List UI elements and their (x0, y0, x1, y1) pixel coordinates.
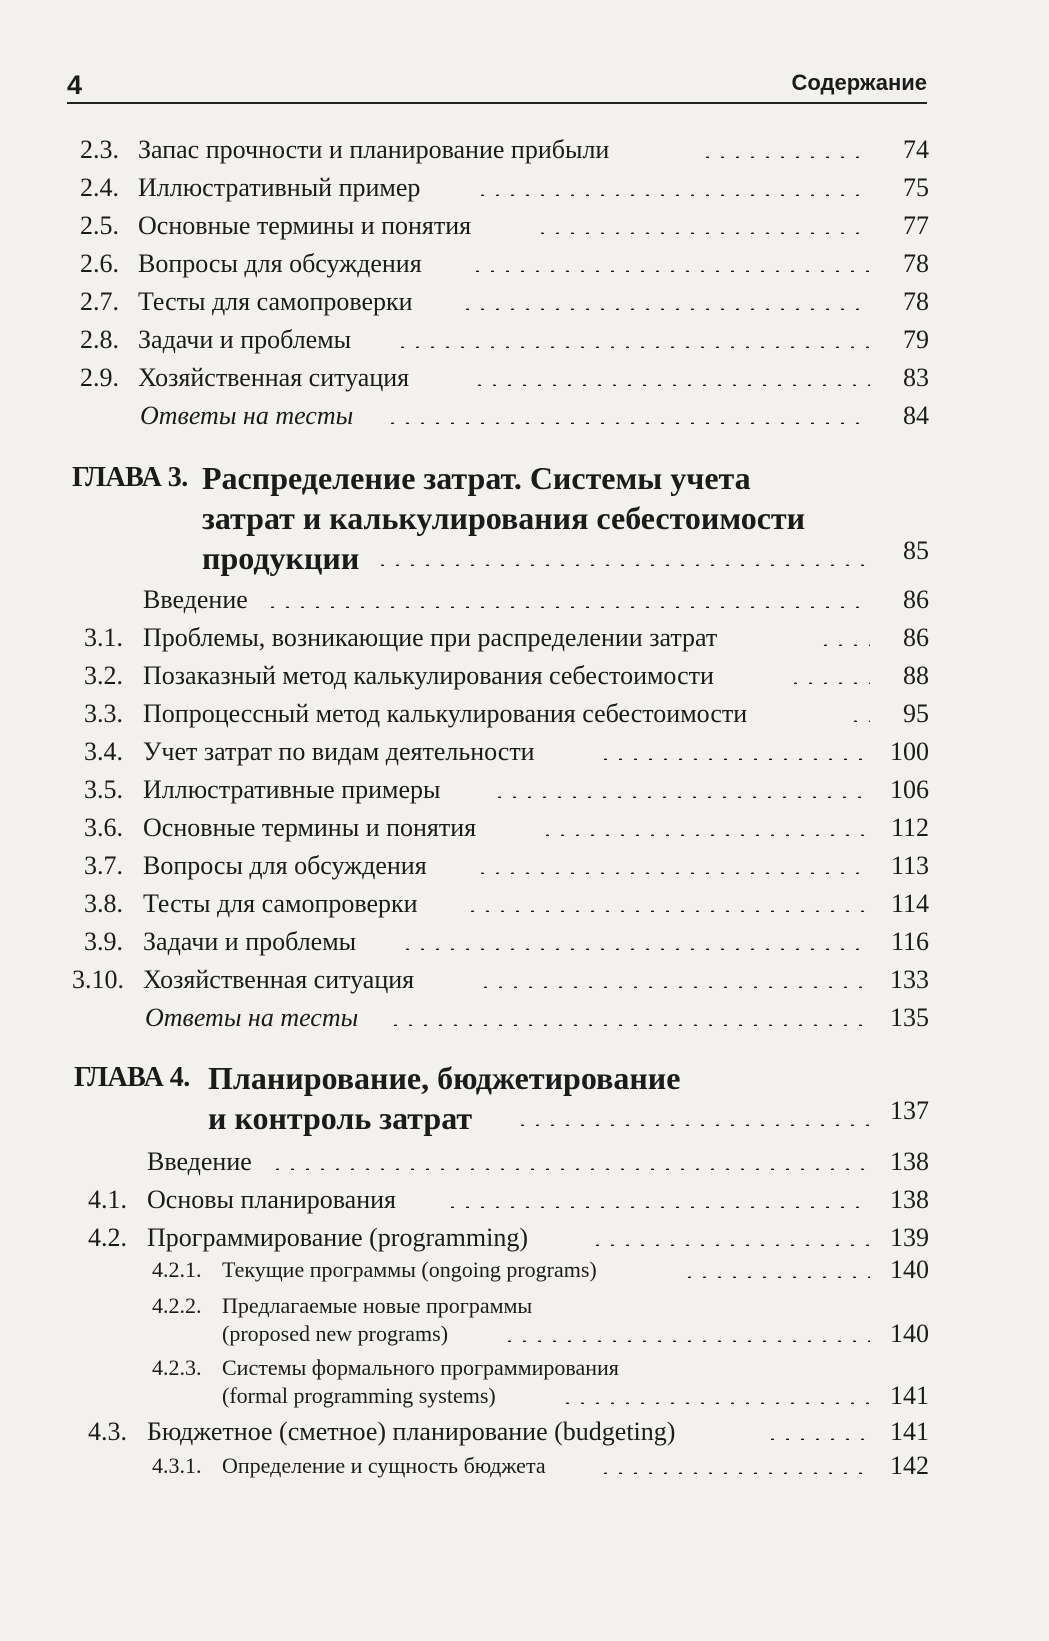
toc-entry-2-3[interactable] (0, 132, 1049, 168)
entry-page: 114 (890, 889, 929, 918)
entry-page: 74 (903, 135, 929, 164)
entry-page: 140 (890, 1255, 929, 1284)
entry-number: 3.8. (84, 889, 123, 918)
dot-leader (492, 796, 870, 798)
entry-page: 83 (903, 363, 929, 392)
entry-number: 3.1. (84, 623, 123, 652)
chapter-title-line-1: Планирование, бюджетирование (208, 1060, 681, 1096)
entry-title: Ответы на тесты (140, 401, 354, 430)
entry-page: 116 (890, 927, 929, 956)
entry-page: 139 (890, 1223, 929, 1252)
toc-entry-3-1[interactable] (0, 620, 1049, 656)
entry-page: 138 (890, 1185, 929, 1214)
toc-entry-4-1[interactable] (0, 1182, 1049, 1218)
entry-number: 3.2. (84, 661, 123, 690)
entry-page: 88 (903, 661, 929, 690)
entry-number: 4.1. (88, 1185, 127, 1214)
entry-title: Хозяйственная ситуация (143, 965, 415, 994)
toc-entry-4-2-1[interactable] (0, 1252, 1049, 1288)
entry-title: Запас прочности и планирование прибыли (138, 135, 610, 164)
entry-number: 2.5. (80, 211, 119, 240)
entry-page: 84 (903, 401, 929, 430)
entry-title: Хозяйственная ситуация (138, 363, 410, 392)
toc-entry-3-2[interactable] (0, 658, 1049, 694)
dot-leader (460, 308, 870, 310)
toc-entry-3-10[interactable] (0, 962, 1049, 998)
page-number: 4 (67, 70, 83, 100)
entry-title: Вопросы для обсуждения (138, 249, 422, 278)
toc-entry-3-4[interactable] (0, 734, 1049, 770)
chapter-title-line-2: и контроль затрат (208, 1100, 473, 1136)
entry-title: Попроцессный метод калькулирования себестоимости (143, 699, 748, 728)
dot-leader (788, 682, 870, 684)
entry-page: 141 (890, 1381, 929, 1410)
dot-leader (535, 232, 870, 234)
dot-leader (540, 834, 870, 836)
chapter-title-line-3: продукции (202, 540, 360, 576)
entry-number: 3.9. (84, 927, 123, 956)
entry-number: 3.5. (84, 775, 123, 804)
entry-title: Основные термины и понятия (138, 211, 472, 240)
entry-page: 142 (890, 1451, 929, 1480)
entry-number: 4.2.1. (152, 1257, 202, 1282)
entry-number: 3.10. (72, 965, 124, 994)
chapter-label: ГЛАВА 4. (74, 1062, 190, 1093)
entry-page: 106 (890, 775, 929, 804)
toc-entry-4-3-1[interactable] (0, 1448, 1049, 1484)
dot-leader (472, 384, 870, 386)
entry-page: 135 (890, 1003, 929, 1032)
entry-title: Программирование (programming) (147, 1223, 528, 1252)
entry-title: Ответы на тесты (145, 1003, 359, 1032)
toc-entry-intro-3[interactable] (0, 582, 1049, 618)
dot-leader (590, 1244, 870, 1246)
dot-leader (598, 1472, 870, 1474)
toc-entry-4-3[interactable] (0, 1414, 1049, 1450)
toc-entry-2-5[interactable] (0, 208, 1049, 244)
chapter-title-line-1: Распределение затрат. Системы учета (202, 460, 751, 496)
dot-leader (395, 346, 870, 348)
entry-title: Определение и сущность бюджета (222, 1453, 546, 1478)
entry-number: 4.2. (88, 1223, 127, 1252)
entry-number: 4.3.1. (152, 1453, 202, 1478)
dot-leader (265, 606, 870, 608)
entry-title: Иллюстративный пример (138, 173, 421, 202)
entry-page: 78 (903, 249, 929, 278)
entry-page: 138 (890, 1147, 929, 1176)
entry-title-cont: (proposed new programs) (222, 1321, 449, 1346)
entry-title: Иллюстративные примеры (143, 775, 441, 804)
page-header (67, 66, 927, 104)
dot-leader (478, 986, 870, 988)
dot-leader (470, 270, 870, 272)
entry-title: Вопросы для обсуждения (143, 851, 427, 880)
entry-number: 2.8. (80, 325, 119, 354)
dot-leader (848, 720, 870, 722)
entry-title: Задачи и проблемы (138, 325, 352, 354)
entry-number: 3.6. (84, 813, 123, 842)
entry-number: 3.4. (84, 737, 123, 766)
toc-entry-4-2-2-cont[interactable] (0, 1316, 1049, 1352)
dot-leader (502, 1340, 870, 1342)
chapter-page: 85 (903, 536, 929, 565)
entry-title: Бюджетное (сметное) планирование (budgeting) (147, 1417, 676, 1446)
toc-entry-3-3[interactable] (0, 696, 1049, 732)
toc-entry-4-2[interactable] (0, 1220, 1049, 1256)
entry-title: Проблемы, возникающие при распределении затрат (143, 623, 718, 652)
entry-number: 2.4. (80, 173, 119, 202)
chapter-page: 137 (890, 1096, 929, 1125)
entry-page: 112 (890, 813, 929, 842)
chapter-title-line-2: затрат и калькулирования себестоимости (202, 500, 806, 536)
toc-entry-3-6[interactable] (0, 810, 1049, 846)
entry-title: Текущие программы (ongoing programs) (222, 1257, 597, 1282)
entry-title: Основы планирования (147, 1185, 396, 1214)
entry-page: 86 (903, 623, 929, 652)
entry-page: 113 (890, 851, 929, 880)
dot-leader (475, 194, 870, 196)
entry-title: Тесты для самопроверки (138, 287, 413, 316)
chapter-3-heading[interactable] (0, 458, 1049, 578)
entry-page: 77 (903, 211, 929, 240)
toc-entry-3-8[interactable] (0, 886, 1049, 922)
entry-page: 79 (903, 325, 929, 354)
dot-leader (400, 948, 870, 950)
entry-page: 78 (903, 287, 929, 316)
dot-leader (385, 422, 870, 424)
toc-entry-2-4[interactable] (0, 170, 1049, 206)
entry-number: 2.9. (80, 363, 119, 392)
chapter-label: ГЛАВА 3. (72, 462, 188, 493)
toc-entry-answers-2[interactable] (0, 398, 1049, 434)
entry-page: 86 (903, 585, 929, 614)
entry-title: Тесты для самопроверки (143, 889, 418, 918)
toc-entry-3-5[interactable] (0, 772, 1049, 808)
entry-page: 75 (903, 173, 929, 202)
dot-leader (465, 910, 870, 912)
dot-leader (375, 564, 870, 566)
toc-entry-intro-4[interactable] (0, 1144, 1049, 1180)
toc-entry-2-8[interactable] (0, 322, 1049, 358)
dot-leader (765, 1438, 870, 1440)
dot-leader (270, 1168, 870, 1170)
dot-leader (515, 1124, 870, 1126)
entry-page: 95 (903, 699, 929, 728)
entry-title: Основные термины и понятия (143, 813, 477, 842)
dot-leader (388, 1024, 870, 1026)
entry-number: 2.7. (80, 287, 119, 316)
running-head: Содержание (791, 70, 927, 95)
entry-page: 140 (890, 1319, 929, 1348)
entry-page: 141 (890, 1417, 929, 1446)
entry-title: Введение (143, 585, 248, 614)
dot-leader (700, 156, 870, 158)
entry-number: 2.6. (80, 249, 119, 278)
entry-page: 100 (890, 737, 929, 766)
entry-number: 2.3. (80, 135, 119, 164)
dot-leader (475, 872, 870, 874)
entry-page: 133 (890, 965, 929, 994)
dot-leader (682, 1276, 870, 1278)
entry-number: 4.2.3. (152, 1355, 202, 1380)
entry-title: Позаказный метод калькулирования себестоимости (143, 661, 714, 690)
entry-number: 4.3. (88, 1417, 127, 1446)
toc-entry-answers-3[interactable] (0, 1000, 1049, 1036)
entry-title: Введение (147, 1147, 252, 1176)
dot-leader (598, 758, 870, 760)
toc-entry-2-7[interactable] (0, 284, 1049, 320)
dot-leader (445, 1206, 870, 1208)
toc-entry-2-9[interactable] (0, 360, 1049, 396)
entry-number: 3.7. (84, 851, 123, 880)
entry-title: Предлагаемые новые программы (222, 1293, 533, 1318)
entry-title: Системы формального программирования (222, 1355, 619, 1380)
entry-title: Учет затрат по видам деятельности (143, 737, 535, 766)
dot-leader (560, 1402, 870, 1404)
toc-entry-3-7[interactable] (0, 848, 1049, 884)
toc-entry-3-9[interactable] (0, 924, 1049, 960)
entry-title: Задачи и проблемы (143, 927, 357, 956)
entry-title-cont: (formal programming systems) (222, 1383, 496, 1408)
dot-leader (818, 644, 870, 646)
entry-number: 3.3. (84, 699, 123, 728)
entry-number: 4.2.2. (152, 1293, 202, 1318)
toc-entry-2-6[interactable] (0, 246, 1049, 282)
toc-entry-4-2-3-cont[interactable] (0, 1378, 1049, 1414)
chapter-4-heading[interactable] (0, 1058, 1049, 1138)
